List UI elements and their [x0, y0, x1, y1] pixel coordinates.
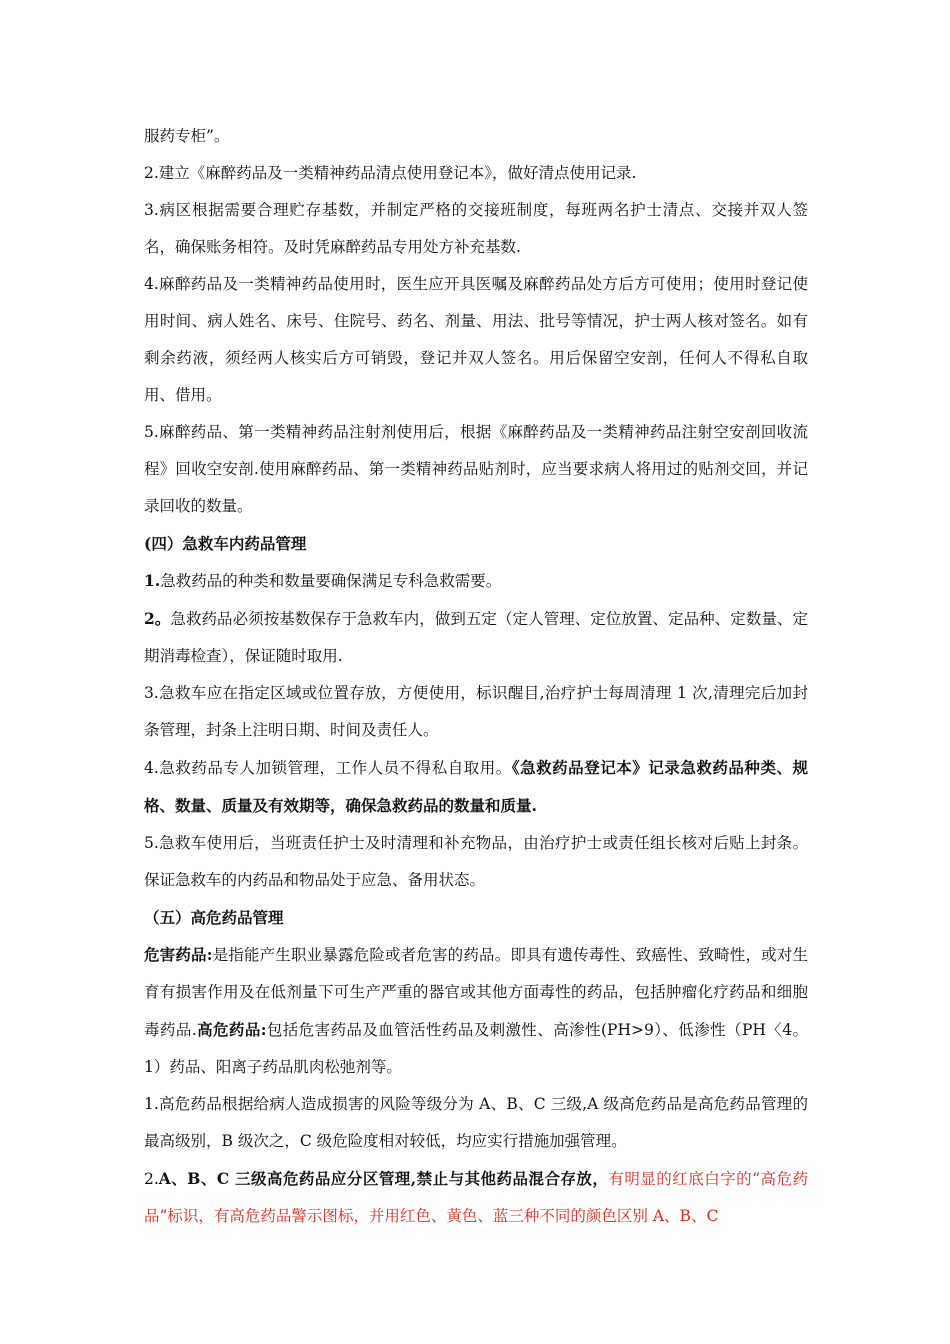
- paragraph-text: 1.高危药品根据给病人造成损害的风险等级分为 A、B、C 三级,A 级高危药品是高危药品管理的最高级别，B 级次之，C 级危险度相对较低，均应实行措施加强管理。: [144, 1095, 808, 1150]
- paragraph-item-2: [144, 155, 808, 192]
- paragraph-text: 5.麻醉药品、第一类精神药品注射剂使用后，根据《麻醉药品及一类精神药品注射空安剖回收流程》回收空安剖.使用麻醉药品、第一类精神药品贴剂时，应当要求病人将用过的贴剂交回，并记录回收的数量。: [144, 423, 808, 515]
- paragraph-text: 急救药品的种类和数量要确保满足专科急救需要。: [160, 572, 502, 590]
- paragraph-emergency-3: [144, 675, 808, 749]
- paragraph-high-alert-2: [144, 1160, 808, 1235]
- item-number: 1.: [144, 571, 161, 590]
- section-heading-5: [144, 899, 808, 936]
- paragraph-emergency-4: [144, 749, 808, 825]
- paragraph-item-5: [144, 414, 808, 525]
- heading-text: （五）高危药品管理: [144, 908, 284, 927]
- paragraph-continuation: [144, 118, 808, 155]
- item-number: 2.: [144, 1170, 159, 1188]
- term-hazardous-drugs: 危害药品:: [144, 945, 213, 964]
- paragraph-emergency-2: [144, 600, 808, 675]
- paragraph-high-alert-1: [144, 1086, 808, 1160]
- paragraph-definitions: [144, 936, 808, 1086]
- item-number: 2。: [144, 609, 171, 628]
- paragraph-emergency-1: [144, 562, 808, 600]
- definition-text: 是指能产生职业暴露危险或者危害的药品。即具有遗传毒性、致癌性、致畸性，或对生育有损害作用及在低剂量下可生产严重的器官或其他方面毒性的药品，包括肿瘤化疗药品和细胞毒药品.: [144, 946, 808, 1039]
- definition-text: 包括危害药品及血管活性药品及刺激性、高渗性(PH>9）、低渗性（PH〈4。1）药品、阳离子药品肌肉松弛剂等。: [144, 1021, 808, 1076]
- section-heading-4: [144, 525, 808, 562]
- paragraph-text: 5.急救车使用后，当班责任护士及时清理和补充物品，由治疗护士或责任组长核对后贴上封条。保证急救车的内药品和物品处于应急、备用状态。: [144, 834, 808, 889]
- term-high-alert-drugs: 高危药品:: [196, 1020, 267, 1039]
- paragraph-emergency-5: [144, 825, 808, 899]
- paragraph-text: 服药专柜”。: [144, 127, 230, 145]
- paragraph-text: 4.急救药品专人加锁管理，工作人员不得私自取用。: [144, 759, 512, 777]
- paragraph-text: 2.建立《麻醉药品及一类精神药品清点使用登记本》，做好清点使用记录.: [144, 164, 637, 182]
- paragraph-item-4: [144, 266, 808, 414]
- paragraph-text: 急救药品必须按基数保存于急救车内，做到五定（定人管理、定位放置、定品种、定数量、定期消毒检查），保证随时取用.: [144, 610, 808, 665]
- document-body: [144, 118, 808, 1235]
- heading-text: (四）急救车内药品管理: [144, 534, 307, 553]
- paragraph-bold-text: A、B、C 三级高危药品应分区管理,禁止与其他药品混合存放，: [158, 1169, 609, 1188]
- paragraph-bold-text: 《急救药品登记本》记录急救药品种类、规格、数量、质量及有效期等，确保急救药品的数量和质量.: [144, 758, 808, 815]
- paragraph-text: 3.急救车应在指定区域或位置存放，方便使用，标识醒目,治疗护士每周清理 1 次,清理完后加封条管理，封条上注明日期、时间及责任人。: [144, 684, 808, 739]
- paragraph-red-text: 有明显的红底白字的“高危药品”标识，有高危药品警示图标，并用红色、黄色、蓝三种不同的颜色区别 A、B、C: [144, 1170, 808, 1225]
- paragraph-text: 3.病区根据需要合理贮存基数，并制定严格的交接班制度，每班两名护士清点、交接并双人签名，确保账务相符。及时凭麻醉药品专用处方补充基数.: [144, 201, 808, 256]
- paragraph-text: 4.麻醉药品及一类精神药品使用时，医生应开具医嘱及麻醉药品处方后方可使用；使用时登记使用时间、病人姓名、床号、住院号、药名、剂量、用法、批号等情况，护士两人核对签名。如有剩余药液，须经两人核实后方可销毁，登记并双人签名。用后保留空安剖，任何人不得私自取用、借用。: [144, 275, 808, 404]
- paragraph-item-3: [144, 192, 808, 266]
